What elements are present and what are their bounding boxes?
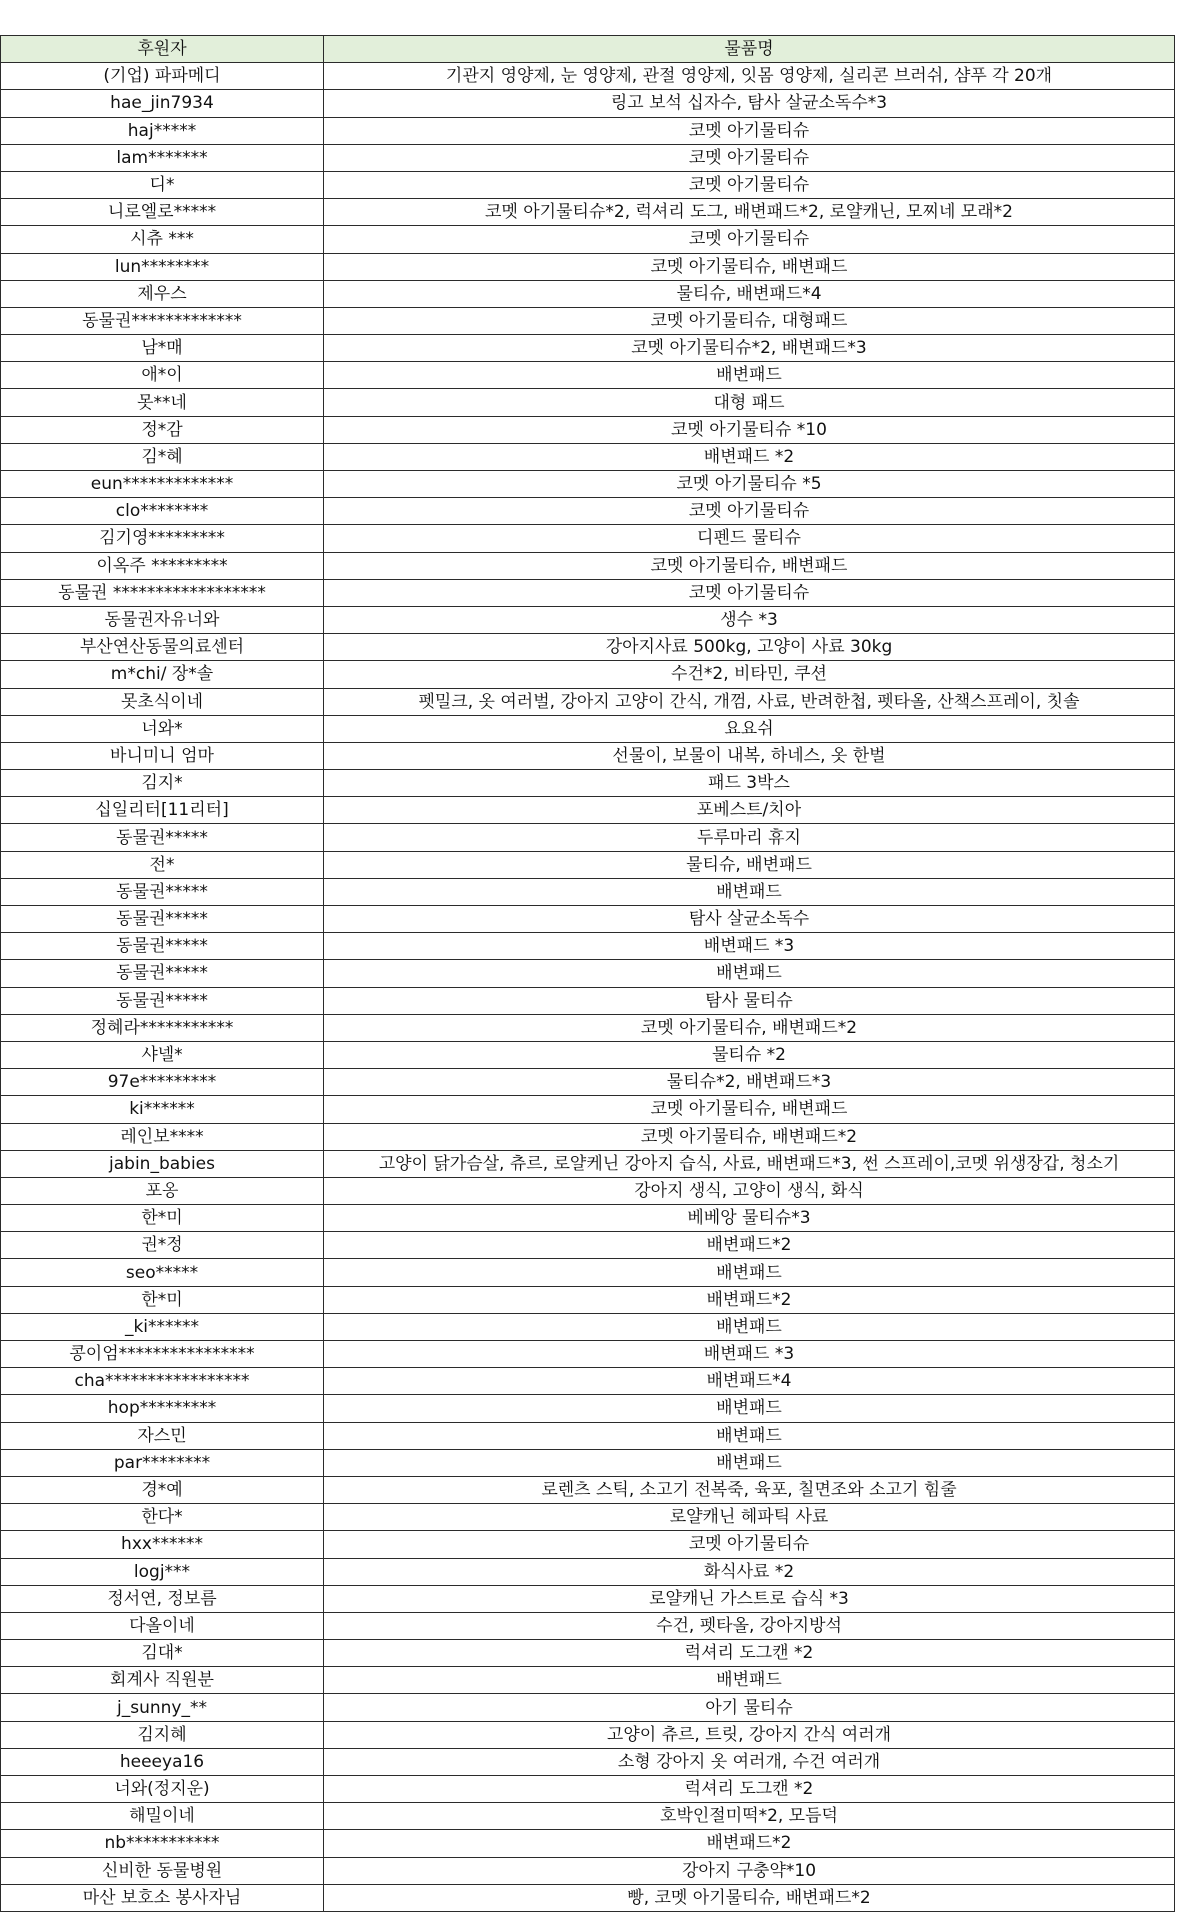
item-cell[interactable]: 럭셔리 도그캔 *2 [324,1640,1175,1667]
table-row [1,443,1175,470]
item-cell[interactable]: 코멧 아기물티슈 [324,579,1175,606]
donor-cell[interactable]: 김*혜 [1,443,324,470]
table-row [1,1694,1175,1721]
donor-cell[interactable]: 부산연산동물의료센터 [1,634,324,661]
donor-cell[interactable]: j_sunny_** [1,1694,324,1721]
donor-cell[interactable]: 김기영********* [1,525,324,552]
item-cell[interactable]: 코멧 아기물티슈, 배변패드*2 [324,1123,1175,1150]
item-cell[interactable]: 패드 3박스 [324,770,1175,797]
donor-cell[interactable]: 회계사 직원분 [1,1667,324,1694]
table-row [1,1803,1175,1830]
item-cell[interactable]: 배변패드 [324,1422,1175,1449]
donor-cell[interactable]: 이옥주 ********* [1,552,324,579]
donor-cell[interactable]: 동물권 ****************** [1,579,324,606]
table-row [1,525,1175,552]
donor-cell[interactable]: 동물권***** [1,878,324,905]
table-row [1,1449,1175,1476]
donor-cell[interactable]: 마산 보호소 봉사자님 [1,1884,324,1911]
item-cell[interactable]: 로얄캐닌 헤파틱 사료 [324,1504,1175,1531]
table-row [1,933,1175,960]
item-cell[interactable]: 코멧 아기물티슈*2, 배변패드*3 [324,335,1175,362]
table-row [1,362,1175,389]
item-cell[interactable]: 선물이, 보물이 내복, 하네스, 옷 한벌 [324,742,1175,769]
table-row [1,1531,1175,1558]
table-row [1,1368,1175,1395]
item-cell[interactable]: 배변패드 *2 [324,443,1175,470]
donor-cell[interactable]: 경*예 [1,1476,324,1503]
donor-cell[interactable]: haj***** [1,117,324,144]
donor-cell[interactable]: cha***************** [1,1368,324,1395]
donor-cell[interactable]: 바니미니 엄마 [1,742,324,769]
header-row [1,36,1175,63]
item-cell[interactable]: 고양이 츄르, 트릿, 강아지 간식 여러개 [324,1721,1175,1748]
table-header [1,36,1175,63]
donor-cell[interactable]: 너와(정지운) [1,1776,324,1803]
table-row [1,1721,1175,1748]
table-row [1,1422,1175,1449]
item-cell[interactable]: 배변패드 [324,1395,1175,1422]
table-row [1,1259,1175,1286]
item-cell[interactable]: 아기 물티슈 [324,1694,1175,1721]
donor-cell[interactable]: 97e********* [1,1069,324,1096]
item-cell[interactable]: 물티슈*2, 배변패드*3 [324,1069,1175,1096]
table-row [1,307,1175,334]
donor-cell[interactable]: 해밀이네 [1,1803,324,1830]
table-row [1,1205,1175,1232]
donor-cell[interactable]: 정혜라*********** [1,1014,324,1041]
donor-cell[interactable]: lun******** [1,253,324,280]
item-cell[interactable]: 포베스트/치아 [324,797,1175,824]
table-row [1,117,1175,144]
donor-cell[interactable]: logj*** [1,1558,324,1585]
table-row [1,389,1175,416]
table-row [1,1341,1175,1368]
donor-cell[interactable]: 애*이 [1,362,324,389]
item-cell[interactable]: 코멧 아기물티슈 [324,226,1175,253]
donor-cell[interactable]: 레인보**** [1,1123,324,1150]
table-row [1,1640,1175,1667]
item-cell[interactable]: 코멧 아기물티슈*2, 럭셔리 도그, 배변패드*2, 로얄캐닌, 모찌네 모래*2 [324,199,1175,226]
item-cell[interactable]: 배변패드*2 [324,1830,1175,1857]
item-cell[interactable]: 물티슈 *2 [324,1041,1175,1068]
item-cell[interactable]: 강아지사료 500kg, 고양이 사료 30kg [324,634,1175,661]
donor-cell[interactable]: seo***** [1,1259,324,1286]
donor-cell[interactable]: 못**네 [1,389,324,416]
item-cell[interactable]: 배변패드 [324,1259,1175,1286]
item-cell[interactable]: 호박인절미떡*2, 모듬덕 [324,1803,1175,1830]
item-cell[interactable]: 배변패드 [324,1449,1175,1476]
donor-cell[interactable]: heeeya16 [1,1748,324,1775]
table-row [1,987,1175,1014]
donor-cell[interactable]: 남*매 [1,335,324,362]
item-cell[interactable]: 소형 강아지 옷 여러개, 수건 여러개 [324,1748,1175,1775]
item-cell[interactable]: 배변패드 *3 [324,1341,1175,1368]
donor-cell[interactable]: 동물권***** [1,906,324,933]
donor-cell[interactable]: ki****** [1,1096,324,1123]
donor-cell[interactable]: clo******** [1,498,324,525]
table-row [1,1748,1175,1775]
item-cell[interactable]: 두루마리 휴지 [324,824,1175,851]
donor-cell[interactable]: 동물권************* [1,307,324,334]
table-row [1,498,1175,525]
item-cell[interactable]: 기관지 영양제, 눈 영양제, 관절 영양제, 잇몸 영양제, 실리콘 브러쉬, 샴푸 각 20개 [324,63,1175,90]
table-row [1,471,1175,498]
donor-cell[interactable]: hop********* [1,1395,324,1422]
donor-cell[interactable]: 다올이네 [1,1612,324,1639]
table-row [1,742,1175,769]
donor-cell[interactable]: 권*정 [1,1232,324,1259]
table-row [1,1069,1175,1096]
table-row [1,1313,1175,1340]
donor-cell[interactable]: 시츄 *** [1,226,324,253]
table-row [1,416,1175,443]
donor-cell[interactable]: eun************* [1,471,324,498]
table-row [1,199,1175,226]
item-cell[interactable]: 코멧 아기물티슈 [324,498,1175,525]
donor-cell[interactable]: (기업) 파파메디 [1,63,324,90]
item-cell[interactable]: 로얄캐닌 가스트로 습식 *3 [324,1585,1175,1612]
table-row [1,226,1175,253]
donor-cell[interactable]: 동물권***** [1,824,324,851]
item-cell[interactable]: 코멧 아기물티슈, 대형패드 [324,307,1175,334]
donor-cell[interactable]: lam******* [1,144,324,171]
donor-cell[interactable]: 전* [1,851,324,878]
donor-cell[interactable]: 제우스 [1,280,324,307]
item-cell[interactable]: 코멧 아기물티슈, 배변패드 [324,1096,1175,1123]
item-cell[interactable]: 배변패드*2 [324,1286,1175,1313]
table-row [1,1667,1175,1694]
item-cell[interactable]: 배변패드 [324,878,1175,905]
table-row [1,1504,1175,1531]
table-row [1,1286,1175,1313]
item-cell[interactable]: 럭셔리 도그캔 *2 [324,1776,1175,1803]
item-cell[interactable]: 화식사료 *2 [324,1558,1175,1585]
item-cell[interactable]: 코멧 아기물티슈, 배변패드 [324,253,1175,280]
item-column-header[interactable]: 물품명 [324,36,1175,63]
item-cell[interactable]: 코멧 아기물티슈 *5 [324,471,1175,498]
item-cell[interactable]: 강아지 구충약*10 [324,1857,1175,1884]
item-cell[interactable]: 생수 *3 [324,606,1175,633]
item-cell[interactable]: 물티슈, 배변패드*4 [324,280,1175,307]
item-cell[interactable]: 배변패드*2 [324,1232,1175,1259]
item-cell[interactable]: 수건, 펫타올, 강아지방석 [324,1612,1175,1639]
table-row [1,280,1175,307]
table-row [1,63,1175,90]
donor-cell[interactable]: 콩이엄**************** [1,1341,324,1368]
item-cell[interactable]: 링고 보석 십자수, 탐사 살균소독수*3 [324,90,1175,117]
table-row [1,797,1175,824]
table-row [1,1776,1175,1803]
table-row [1,661,1175,688]
table-row [1,715,1175,742]
item-cell[interactable]: 요요쉬 [324,715,1175,742]
table-row [1,1558,1175,1585]
donor-cell[interactable]: 동물권***** [1,960,324,987]
donation-table [0,35,1175,1912]
donor-cell[interactable]: 정*감 [1,416,324,443]
table-row [1,960,1175,987]
item-cell[interactable]: 배변패드*4 [324,1368,1175,1395]
donor-cell[interactable]: _ki****** [1,1313,324,1340]
table-row [1,1232,1175,1259]
table-row [1,606,1175,633]
table-row [1,253,1175,280]
table-row [1,335,1175,362]
table-row [1,552,1175,579]
donor-cell[interactable]: 십일리터[11리터] [1,797,324,824]
donor-cell[interactable]: m*chi/ 장*솔 [1,661,324,688]
item-cell[interactable]: 배변패드 [324,1667,1175,1694]
table-row [1,579,1175,606]
item-cell[interactable]: 코멧 아기물티슈 *10 [324,416,1175,443]
donor-cell[interactable]: nb*********** [1,1830,324,1857]
item-cell[interactable]: 배변패드 [324,1313,1175,1340]
donor-cell[interactable]: 동물권***** [1,987,324,1014]
table-row [1,1612,1175,1639]
donor-cell[interactable]: 너와* [1,715,324,742]
table-row [1,171,1175,198]
donor-cell[interactable]: 한다* [1,1504,324,1531]
donor-cell[interactable]: 신비한 동물병원 [1,1857,324,1884]
item-cell[interactable]: 배변패드 *3 [324,933,1175,960]
table-row [1,770,1175,797]
table-row [1,1150,1175,1177]
item-cell[interactable]: 탐사 살균소독수 [324,906,1175,933]
item-cell[interactable]: 코멧 아기물티슈, 배변패드*2 [324,1014,1175,1041]
table-row [1,1395,1175,1422]
donor-cell[interactable]: 한*미 [1,1205,324,1232]
donor-cell[interactable]: 동물권***** [1,933,324,960]
donor-cell[interactable]: 동물권자유너와 [1,606,324,633]
donor-cell[interactable]: hxx****** [1,1531,324,1558]
item-cell[interactable]: 대형 패드 [324,389,1175,416]
table-row [1,1884,1175,1911]
donor-cell[interactable]: hae_jin7934 [1,90,324,117]
donor-cell[interactable]: 자스민 [1,1422,324,1449]
table-row [1,851,1175,878]
item-cell[interactable]: 수건*2, 비타민, 쿠션 [324,661,1175,688]
item-cell[interactable]: 코멧 아기물티슈, 배변패드 [324,552,1175,579]
table-row [1,1041,1175,1068]
donor-cell[interactable]: 김지* [1,770,324,797]
table-row [1,1123,1175,1150]
table-row [1,1830,1175,1857]
table-row [1,1014,1175,1041]
table-row [1,688,1175,715]
donor-cell[interactable]: 정서연, 정보름 [1,1585,324,1612]
table-row [1,878,1175,905]
donor-cell[interactable]: 포옹 [1,1177,324,1204]
item-cell[interactable]: 빵, 코멧 아기물티슈, 배변패드*2 [324,1884,1175,1911]
donor-cell[interactable]: 김지혜 [1,1721,324,1748]
donor-cell[interactable]: 못초식이네 [1,688,324,715]
item-cell[interactable]: 배변패드 [324,960,1175,987]
donor-cell[interactable]: par******** [1,1449,324,1476]
item-cell[interactable]: 코멧 아기물티슈 [324,1531,1175,1558]
item-cell[interactable]: 고양이 닭가슴살, 츄르, 로얄케닌 강아지 습식, 사료, 배변패드*3, 썬 스프레이,코멧 위생장갑, 청소기 [324,1150,1175,1177]
table-row [1,1177,1175,1204]
donor-cell[interactable]: jabin_babies [1,1150,324,1177]
item-cell[interactable]: 펫밀크, 옷 여러벌, 강아지 고양이 간식, 개껌, 사료, 반려한첩, 펫타올, 산책스프레이, 칫솔 [324,688,1175,715]
item-cell[interactable]: 코멧 아기물티슈 [324,117,1175,144]
item-cell[interactable]: 코멧 아기물티슈 [324,144,1175,171]
table-row [1,1476,1175,1503]
donor-cell[interactable]: 한*미 [1,1286,324,1313]
table-row [1,90,1175,117]
donor-column-header[interactable]: 후원자 [1,36,324,63]
item-cell[interactable]: 디펜드 물티슈 [324,525,1175,552]
donor-cell[interactable]: 니로엘로***** [1,199,324,226]
table-row [1,1096,1175,1123]
table-row [1,824,1175,851]
item-cell[interactable]: 로렌츠 스틱, 소고기 전복죽, 육포, 칠면조와 소고기 힘줄 [324,1476,1175,1503]
table-row [1,144,1175,171]
item-cell[interactable]: 베베앙 물티슈*3 [324,1205,1175,1232]
table-body [1,63,1175,1912]
donor-cell[interactable]: 샤넬* [1,1041,324,1068]
table-row [1,906,1175,933]
item-cell[interactable]: 배변패드 [324,362,1175,389]
table-row [1,1585,1175,1612]
item-cell[interactable]: 탐사 물티슈 [324,987,1175,1014]
donor-cell[interactable]: 김대* [1,1640,324,1667]
donor-cell[interactable]: 디* [1,171,324,198]
table-row [1,634,1175,661]
table-row [1,1857,1175,1884]
item-cell[interactable]: 강아지 생식, 고양이 생식, 화식 [324,1177,1175,1204]
item-cell[interactable]: 물티슈, 배변패드 [324,851,1175,878]
item-cell[interactable]: 코멧 아기물티슈 [324,171,1175,198]
